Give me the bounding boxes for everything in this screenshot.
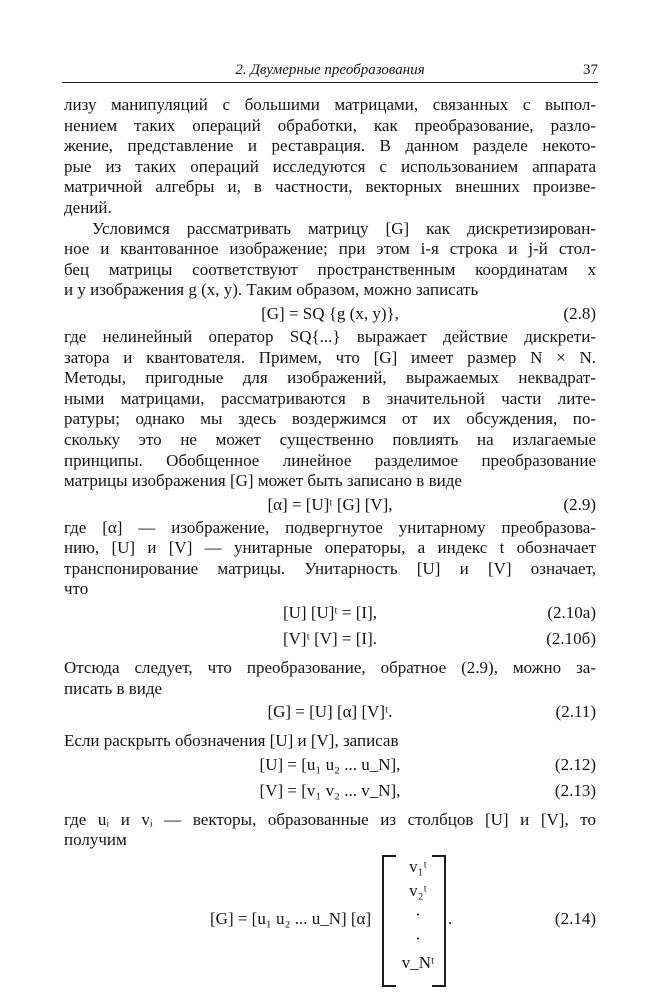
- equation-number: (2.11): [555, 702, 596, 722]
- period-mark: .: [448, 909, 453, 929]
- text-line: дений.: [64, 197, 112, 217]
- text-line: Методы, пригодные для изображений, выражаемых неквадрат-: [64, 368, 596, 388]
- column-entry: v₂ᵗ: [409, 881, 427, 901]
- equation-2-13: [64, 778, 596, 804]
- text-line: матрицы изображения [G] может быть записано в виде: [64, 471, 462, 491]
- equation-2-10b: [64, 626, 596, 652]
- text-line: лизу манипуляций с большими матрицами, связанных с выпол-: [64, 95, 596, 114]
- page-header: [62, 62, 598, 83]
- equation-2-14: [64, 855, 596, 987]
- page-body: [64, 95, 596, 987]
- equation-number: (2.12): [554, 754, 596, 774]
- text-line: Если раскрыть обозначения [U] и [V], записав: [64, 731, 399, 751]
- column-entry: v_Nᵗ: [401, 953, 435, 973]
- equation-number: (2.13): [554, 780, 596, 800]
- text-line: где [α] — изображение, подвергнутое унитарному преобразова-: [64, 517, 596, 537]
- equation-number: (2.14): [554, 909, 596, 929]
- equation-number: (2.10а): [547, 603, 596, 623]
- right-bracket: [432, 855, 446, 987]
- text-line: где uᵢ и vᵢ — векторы, образованные из столбцов [U] и [V], то: [64, 809, 596, 829]
- equation-2-11: [64, 699, 596, 725]
- text-line: затора и квантователя. Примем, что [G] имеет размер N × N.: [64, 347, 596, 367]
- text-line: жение, представление и реставрация. В данном разделе некото-: [64, 136, 596, 156]
- text-line: что: [64, 579, 89, 599]
- equation-formula: [U] = [u₁ u₂ ... u_N],: [259, 754, 401, 774]
- text-line: скольку это не может существенно повлиять на излагаемые: [64, 429, 596, 449]
- text-line: матричной алгебры и, в частности, векторных внешних произве-: [64, 177, 596, 197]
- text-line: и y изображения g (x, y). Таким образом, можно записать: [64, 280, 479, 300]
- text-line: нением таких операций обработки, как преобразование, разло-: [64, 115, 596, 135]
- text-line: где нелинейный оператор SQ{...} выражает действие дискрети-: [64, 326, 596, 346]
- equation-number: (2.9): [563, 494, 596, 514]
- text-line: принципы. Обобщенное линейное разделимое преобразование: [64, 450, 596, 470]
- text-line: Условимся рассматривать матрицу [G] как дискретизирован-: [92, 218, 596, 238]
- text-line: транспонирование матрицы. Унитарность [U] и [V] означает,: [64, 558, 596, 578]
- equation-lhs: [G] = [u₁ u₂ ... u_N] [α]: [210, 909, 372, 929]
- column-entry: ·: [415, 905, 421, 925]
- equation-number: (2.10б): [546, 629, 596, 649]
- equation-2-12: [64, 752, 596, 778]
- text-line: рые из таких операций исследуются с использованием аппарата: [64, 156, 596, 176]
- page-number: 37: [583, 62, 598, 78]
- text-line: Отсюда следует, что преобразование, обратное (2.9), можно за-: [64, 658, 596, 678]
- column-entry: v₁ᵗ: [409, 857, 427, 877]
- text-line: ратуры; однако мы здесь воздержимся от их обсуждения, по-: [64, 409, 596, 429]
- equation-formula: [V]ᵗ [V] = [I].: [282, 629, 378, 649]
- equation-formula: [V] = [v₁ v₂ ... v_N],: [259, 780, 401, 800]
- equation-formula: [G] = [U] [α] [V]ᵗ.: [267, 702, 393, 722]
- text-line: нию, [U] и [V] — унитарные операторы, а индекс t обозначает: [64, 538, 596, 558]
- text-line: писать в виде: [64, 678, 163, 698]
- equation-formula: [α] = [U]ᵗ [G] [V],: [267, 494, 393, 514]
- equation-formula: [U] [U]ᵗ = [I],: [282, 603, 378, 623]
- text-line: бец матрицы соответствуют пространственным координатам x: [64, 259, 596, 279]
- left-bracket: [382, 855, 396, 987]
- text-line: ными матрицами, рассматриваются в значительной части лите-: [64, 388, 596, 408]
- text-line: ное и квантованное изображение; при этом i-я строка и j-й стол-: [64, 239, 596, 259]
- text-line: получим: [64, 830, 127, 850]
- running-title: 2. Двумерные преобразования: [235, 62, 425, 78]
- equation-formula: [G] = SQ {g (x, y)},: [261, 303, 399, 323]
- equation-number: (2.8): [563, 303, 596, 323]
- equation-2-10a: [64, 600, 596, 626]
- equation-2-9: [64, 492, 596, 518]
- equation-2-8: [64, 301, 596, 327]
- column-entry: ·: [415, 929, 421, 949]
